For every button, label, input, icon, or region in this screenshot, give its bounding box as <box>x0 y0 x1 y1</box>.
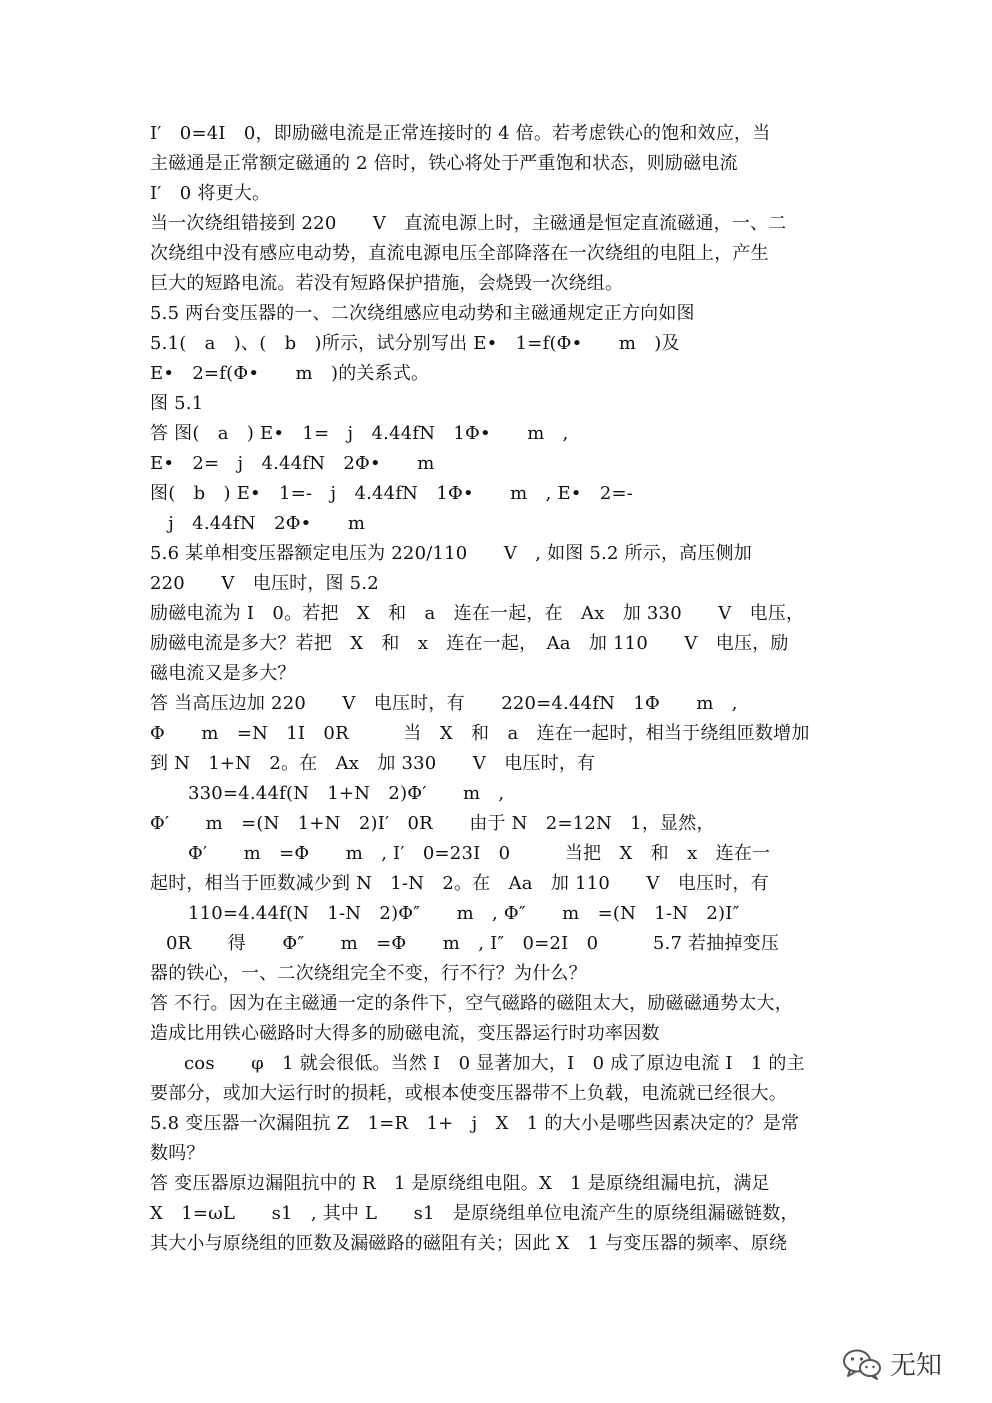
text-line: 巨大的短路电流。若没有短路保护措施，会烧毁一次绕组。 <box>150 273 624 294</box>
text-line: 0R 得 Φ″ m =Φ m , I″ 0=2I 0 5.7 若抽掉变压 <box>166 933 780 954</box>
text-line: 当一次绕组错接到 220 V 直流电源上时，主磁通是恒定直流磁通，一、二 <box>150 213 787 234</box>
text-line: X 1=ωL s1 , 其中 L s1 是原绕组单位电流产生的原绕组漏磁链数， <box>150 1203 799 1224</box>
watermark-text: 无知 <box>890 1351 943 1381</box>
text-line: 器的铁心，一、二次绕组完全不变，行不行？为什么？ <box>150 963 587 984</box>
text-line: 磁电流又是多大？ <box>150 663 296 684</box>
text-line: 主磁通是正常额定磁通的 2 倍时，铁心将处于严重饱和状态，则励磁电流 <box>150 153 738 174</box>
text-line: I′ 0 将更大。 <box>150 183 271 204</box>
text-line: Φ′ m =Φ m , I′ 0=23I 0 当把 X 和 x 连在一 <box>188 843 771 864</box>
wechat-icon <box>842 1347 882 1381</box>
text-line: 励磁电流是多大？若把 X 和 x 连在一起， Aa 加 110 V 电压，励 <box>150 633 789 654</box>
watermark <box>842 1345 942 1382</box>
text-line: 220 V 电压时，图 5.2 <box>150 573 379 594</box>
text-line: 造成比用铁心磁路时大得多的励磁电流，变压器运行时功率因数 <box>150 1023 660 1044</box>
text-line: 图( b ) E• 1=- j 4.44fN 1Φ• m , E• 2=- <box>150 483 634 504</box>
text-line: 5.1( a )、( b )所示，试分别写出 E• 1=f(Φ• m )及 <box>150 333 680 354</box>
text-line: 数吗？ <box>150 1143 205 1164</box>
text-line: 5.8 变压器一次漏阻抗 Z 1=R 1+ j X 1 的大小是哪些因素决定的？是常 <box>150 1113 800 1134</box>
text-line: 5.5 两台变压器的一、二次绕组感应电动势和主磁通规定正方向如图 <box>150 303 695 324</box>
text-line: Φ′ m =(N 1+N 2)I′ 0R 由于 N 2=12N 1，显然， <box>150 813 715 834</box>
text-line: 答 不行。因为在主磁通一定的条件下，空气磁路的磁阻太大，励磁磁通势太大， <box>150 993 793 1014</box>
text-line: 励磁电流为 I 0。若把 X 和 a 连在一起，在 Ax 加 330 V 电压， <box>150 603 805 624</box>
text-line: E• 2= j 4.44fN 2Φ• m <box>150 453 435 474</box>
text-line: 其大小与原绕组的匝数及漏磁路的磁阻有关；因此 X 1 与变压器的频率、原绕 <box>150 1233 788 1254</box>
text-line: I′ 0=4I 0，即励磁电流是正常连接时的 4 倍。若考虑铁心的饱和效应，当 <box>150 123 771 144</box>
text-line: j 4.44fN 2Φ• m <box>150 513 366 534</box>
text-line: 答 当高压边加 220 V 电压时，有 220=4.44fN 1Φ m , <box>150 693 738 714</box>
text-line: 起时，相当于匝数减少到 N 1-N 2。在 Aa 加 110 V 电压时，有 <box>150 873 769 894</box>
text-line: 5.6 某单相变压器额定电压为 220/110 V , 如图 5.2 所示，高压侧加 <box>150 543 752 564</box>
text-line: 答 图( a ) E• 1= j 4.44fN 1Φ• m , <box>150 423 569 444</box>
text-line: Φ m =N 1I 0R 当 X 和 a 连在一起时，相当于绕组匝数增加 <box>150 723 810 744</box>
text-line: 次绕组中没有感应电动势，直流电源电压全部降落在一次绕组的电阻上，产生 <box>150 243 769 264</box>
text-line: 110=4.44f(N 1-N 2)Φ″ m , Φ″ m =(N 1-N 2)I″ <box>188 903 740 924</box>
text-line: 答 变压器原边漏阻抗中的 R 1 是原绕组电阻。X 1 是原绕组漏电抗，满足 <box>150 1173 770 1194</box>
text-line: E• 2=f(Φ• m )的关系式。 <box>150 363 430 384</box>
text-line: 图 5.1 <box>150 393 204 414</box>
text-line: 330=4.44f(N 1+N 2)Φ′ m , <box>188 783 505 804</box>
text-line: cos φ 1 就会很低。当然 I 0 显著加大，I 0 成了原边电流 I 1 的主 <box>184 1053 805 1074</box>
text-line: 到 N 1+N 2。在 Ax 加 330 V 电压时，有 <box>150 753 596 774</box>
text-line: 要部分，或加大运行时的损耗，或根本使变压器带不上负载，电流就已经很大。 <box>150 1083 787 1104</box>
